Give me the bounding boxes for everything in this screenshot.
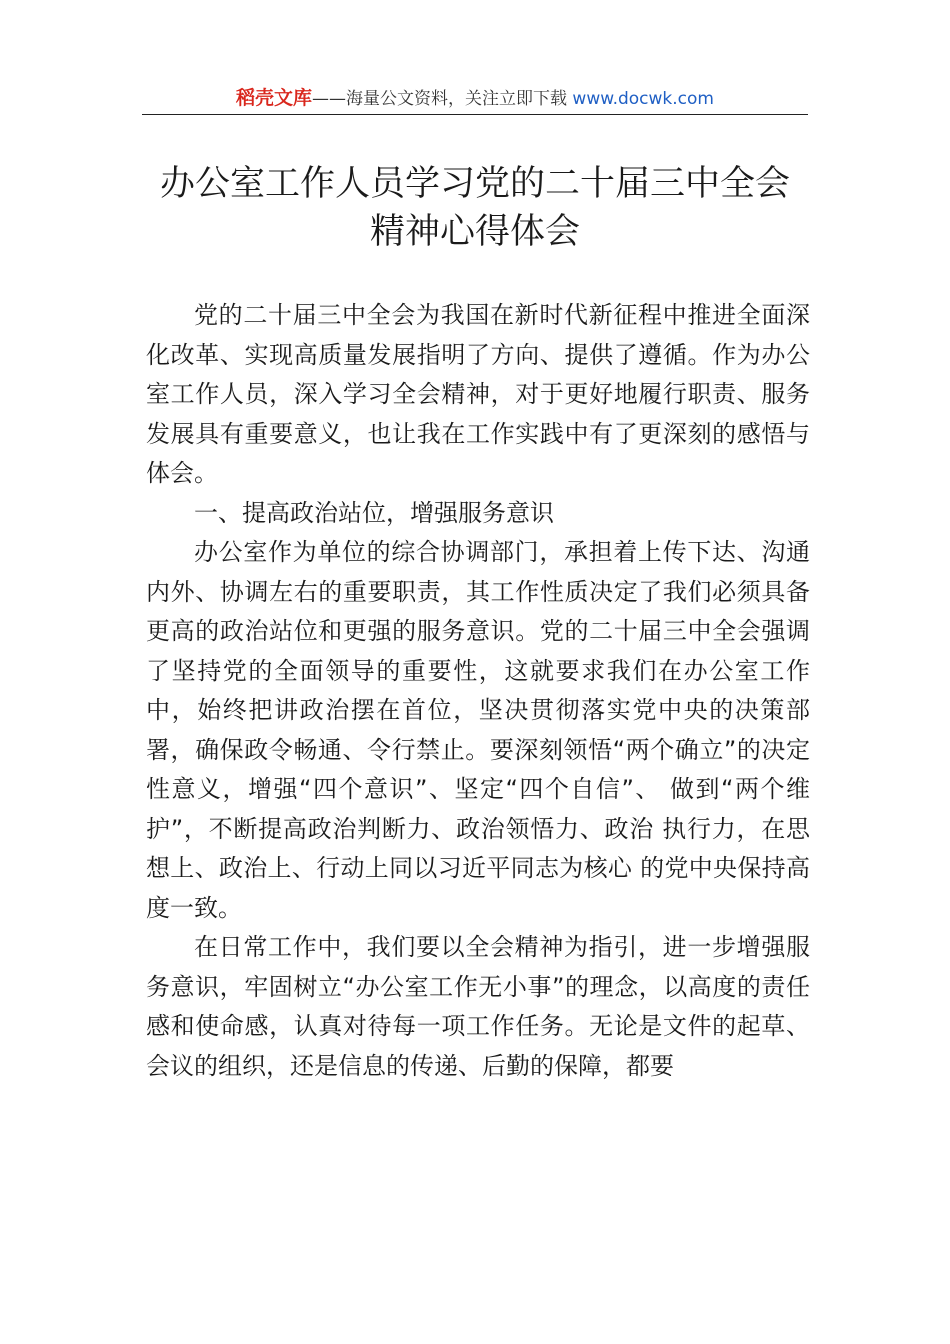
brand-logo-text: 稻壳文库	[236, 87, 313, 109]
header-divider	[142, 114, 808, 115]
section-heading-1: 一、提高政治站位，增强服务意识	[194, 498, 554, 527]
paragraph-intro: 党的二十届三中全会为我国在新时代新征程中推进全面深化改革、实现高质量发展指明了方向、提供了遵循。作为办公室工作人员，深入学习全会精神，对于更好地履行职责、服务发展具有重要意义，也让我在工作实践中有了更深刻的感悟与体会。	[146, 301, 810, 487]
header-site-link[interactable]: www.docwk.com	[572, 89, 714, 109]
document-title	[120, 160, 830, 256]
title-line-1: 办公室工作人员学习党的二十届三中全会	[159, 164, 790, 204]
title-line-2: 精神心得体会	[369, 212, 580, 252]
page-header	[142, 86, 808, 114]
document-body	[146, 296, 810, 1086]
paragraph-daily-work: 在日常工作中，我们要以全会精神为指引，进一步增强服务意识，牢固树立“办公室工作无小事”的理念，以高度的责任感和使命感，认真对待每一项工作任务。无论是文件的起草、会议的组织，还是信息的传递、后勤的保障，都要	[146, 933, 810, 1080]
paragraph-section-1: 办公室作为单位的综合协调部门，承担着上传下达、沟通内外、协调左右的重要职责，其工作性质决定了我们必须具备更高的政治站位和更强的服务意识。党的二十届三中全会强调了坚持党的全面领导的重要性，这就要求我们在办公室工作中，始终把讲政治摆在首位，坚决贯彻落实党中央的决策部署，确保政令畅通、令行禁止。要深刻领悟“两个确立”的决定性意义，增强“四个意识”、坚定“四个自信”、 做到“两个维护”，不断提高政治判断力、政治领悟力、政治 执行力，在思想上、政治上、行动上同以习近平同志为核心 的党中央保持高度一致。	[146, 538, 810, 922]
header-slogan: ——海量公文资料，关注立即下载	[312, 89, 568, 109]
